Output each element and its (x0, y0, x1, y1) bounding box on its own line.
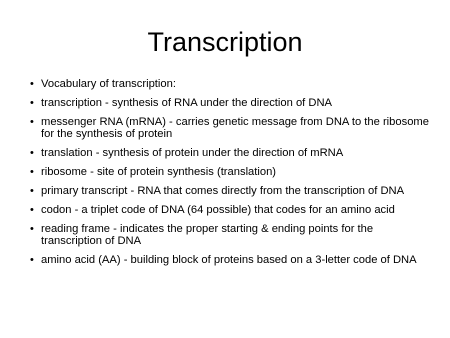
bullet-icon: • (30, 185, 34, 198)
bullet-icon: • (30, 222, 34, 235)
bullet-icon: • (30, 96, 34, 109)
bullet-item-transcription (30, 97, 435, 110)
bullet-text: Vocabulary of transcription: (41, 78, 176, 90)
bullet-text: transcription - synthesis of RNA under the direction of DNA (41, 96, 333, 109)
bullet-text: primary transcript - RNA that comes directly from the transcription of DNA (41, 185, 405, 198)
bullet-icon: • (30, 254, 34, 267)
bullet-text: reading frame - indicates the proper starting & ending points for the transcription of DNA (41, 222, 374, 248)
bullet-text: translation - synthesis of protein under the direction of mRNA (41, 147, 344, 160)
bullet-item-ribosome (30, 166, 435, 179)
bullet-text: codon - a triplet code of DNA (64 possible) that codes for an amino acid (41, 203, 395, 216)
bullet-item-messenger-rna (30, 116, 435, 141)
bullet-item-reading-frame (30, 223, 435, 248)
bullet-item-translation (30, 147, 435, 160)
bullet-text: messenger RNA (mRNA) - carries genetic message from DNA to the ribosome for the synthesis of protein (41, 115, 429, 141)
bullet-icon: • (30, 115, 34, 128)
bullet-icon: • (30, 78, 34, 90)
slide-title: Transcription (147, 27, 303, 57)
bullet-item-codon (30, 204, 435, 217)
bullet-item-vocabulary (30, 78, 435, 91)
bullet-icon: • (30, 203, 34, 216)
bullet-icon: • (30, 147, 34, 160)
bullet-item-amino-acid (30, 254, 435, 267)
bullet-icon: • (30, 166, 34, 179)
bullet-list (30, 78, 435, 273)
bullet-text: amino acid (AA) - building block of proteins based on a 3-letter code of DNA (41, 254, 417, 267)
bullet-text: ribosome - site of protein synthesis (translation) (41, 166, 277, 179)
bullet-item-primary-transcript (30, 185, 435, 198)
